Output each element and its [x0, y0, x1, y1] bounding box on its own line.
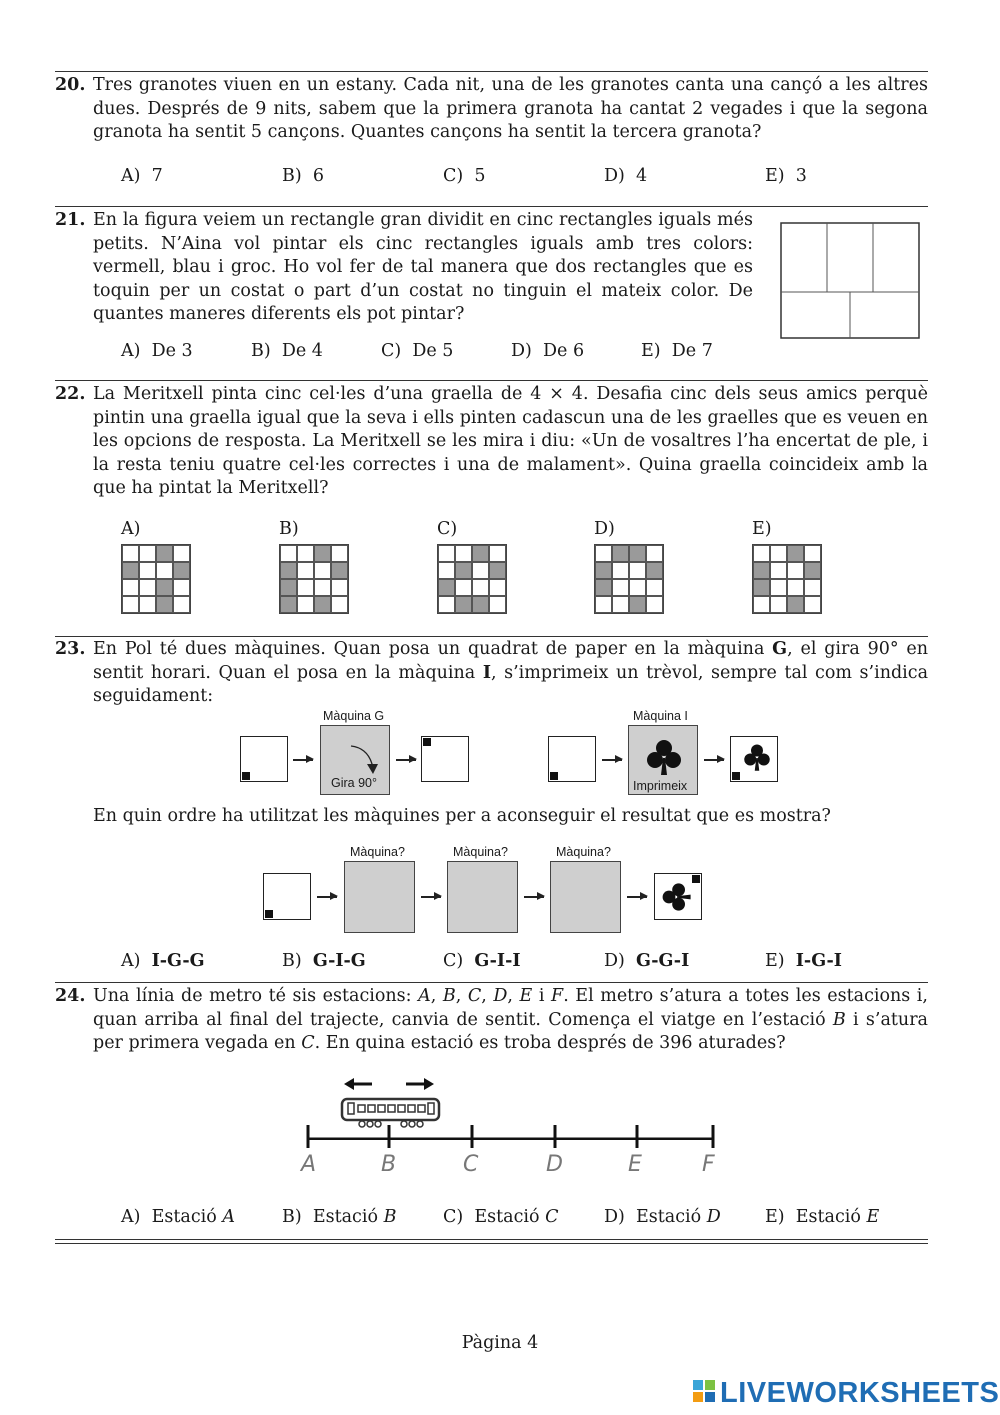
option-b[interactable]: B) G-I-G — [282, 951, 366, 971]
empty-cell — [438, 596, 455, 613]
machine-g-title: Màquina G — [323, 709, 385, 723]
empty-cell — [156, 562, 173, 579]
machine-g-label: Gira 90° — [331, 776, 377, 790]
empty-cell — [595, 545, 612, 562]
empty-cell — [770, 562, 787, 579]
corner-mark — [692, 875, 700, 883]
grid-option-d[interactable] — [594, 544, 664, 614]
empty-cell — [173, 579, 190, 596]
options-23 — [121, 950, 842, 972]
question-text: En la figura veiem un rectangle gran dividit en cinc rectangles iguals més petits. N’Aina vol pintar els cinc rectangles iguals amb tres colors: vermell, blau i groc. Ho vol fer de tal manera que dos rectangles que es toquin per un costat o part d’un costat no tinguin el mateix color. De quantes maneres diferents els pot pintar? — [93, 210, 753, 324]
arrow-icon — [602, 759, 622, 761]
grid-option-label: E) — [752, 519, 772, 539]
empty-cell — [612, 562, 629, 579]
option-d[interactable]: D) G-G-I — [604, 951, 690, 971]
empty-cell — [804, 545, 821, 562]
liveworksheets-logo — [692, 1377, 999, 1411]
filled-cell — [612, 545, 629, 562]
question-21 — [55, 209, 753, 327]
empty-cell — [122, 596, 139, 613]
rotated-clover-icon — [661, 881, 693, 913]
option-a[interactable]: A) 7 — [121, 166, 163, 186]
grid-option-a[interactable] — [121, 544, 191, 614]
filled-cell — [629, 596, 646, 613]
corner-mark — [242, 772, 250, 780]
station-label: E — [628, 1152, 642, 1177]
paper-square — [548, 736, 596, 782]
grid-option-label: B) — [279, 519, 299, 539]
station-label: D — [546, 1152, 563, 1177]
empty-cell — [139, 579, 156, 596]
filled-cell — [787, 545, 804, 562]
paper-square — [730, 736, 778, 782]
filled-cell — [595, 579, 612, 596]
filled-cell — [280, 562, 297, 579]
arrow-icon — [396, 759, 416, 761]
grid-option-label: C) — [437, 519, 458, 539]
divider — [55, 380, 928, 381]
arrow-icon — [293, 759, 313, 761]
option-d[interactable]: D) De 6 — [511, 341, 585, 361]
question-number: 22. — [55, 384, 86, 404]
empty-cell — [646, 579, 663, 596]
empty-cell — [297, 579, 314, 596]
filled-cell — [787, 596, 804, 613]
question-number: 21. — [55, 210, 86, 230]
empty-cell — [612, 579, 629, 596]
empty-cell — [314, 579, 331, 596]
empty-cell — [173, 545, 190, 562]
option-c[interactable]: C) Estació C — [443, 1207, 559, 1227]
machine-i — [628, 725, 698, 795]
question-20 — [55, 74, 928, 145]
empty-cell — [489, 596, 506, 613]
paper-square — [263, 873, 311, 920]
option-e[interactable]: E) De 7 — [641, 341, 713, 361]
grid-option-b[interactable] — [279, 544, 349, 614]
question-text: En quin ordre ha utilitzat les màquines per a aconseguir el resultat que es mostra? — [93, 806, 831, 826]
arrow-icon — [317, 896, 337, 898]
filled-cell — [122, 562, 139, 579]
result-square — [654, 873, 702, 920]
empty-cell — [314, 562, 331, 579]
machine-g — [320, 725, 390, 795]
question-text: En Pol té dues màquines. Quan posa un quadrat de paper en la màquina G, el gira 90° en sentit horari. Quan el posa en la màquina I, s’imprimeix un trèvol, sempre tal com s’indica seguidament: — [93, 639, 929, 706]
option-b[interactable]: B) 6 — [282, 166, 324, 186]
empty-cell — [297, 545, 314, 562]
arrow-icon — [524, 896, 544, 898]
filled-cell — [438, 579, 455, 596]
empty-cell — [438, 545, 455, 562]
empty-cell — [646, 545, 663, 562]
rectangles-figure — [780, 222, 920, 340]
option-a[interactable]: A) I-G-G — [121, 951, 205, 971]
filled-cell — [156, 579, 173, 596]
divider — [55, 206, 928, 207]
empty-cell — [331, 545, 348, 562]
arrow-icon — [627, 896, 647, 898]
station-label: A — [301, 1152, 317, 1177]
grid-option-label: A) — [121, 519, 141, 539]
question-number: 23. — [55, 639, 86, 659]
empty-cell — [770, 579, 787, 596]
empty-cell — [629, 579, 646, 596]
empty-cell — [139, 596, 156, 613]
empty-cell — [280, 545, 297, 562]
option-c[interactable]: C) 5 — [443, 166, 486, 186]
machine-i-title: Màquina I — [633, 709, 688, 723]
track-ticks — [300, 1120, 725, 1152]
question-23 — [55, 638, 928, 709]
option-b[interactable]: B) De 4 — [251, 341, 323, 361]
empty-cell — [753, 545, 770, 562]
filled-cell — [646, 562, 663, 579]
filled-cell — [753, 579, 770, 596]
logo-text: LIVEWORKSHEETS — [720, 1377, 1000, 1409]
options-20 — [121, 165, 807, 187]
filled-cell — [629, 545, 646, 562]
empty-cell — [122, 579, 139, 596]
empty-cell — [612, 596, 629, 613]
filled-cell — [489, 562, 506, 579]
empty-cell — [472, 562, 489, 579]
empty-cell — [489, 579, 506, 596]
empty-cell — [297, 596, 314, 613]
station-label: F — [702, 1152, 715, 1177]
unknown-machine-3[interactable] — [550, 861, 621, 933]
empty-cell — [804, 579, 821, 596]
options-21 — [121, 340, 713, 362]
divider — [55, 636, 928, 637]
grid-option-label: D) — [594, 519, 615, 539]
question-number: 20. — [55, 75, 86, 95]
filled-cell — [280, 596, 297, 613]
unknown-machine-title: Màquina? — [350, 845, 405, 859]
grid-option-c[interactable] — [437, 544, 507, 614]
filled-cell — [331, 562, 348, 579]
end-divider — [55, 1239, 928, 1244]
arrow-icon — [421, 896, 441, 898]
empty-cell — [139, 545, 156, 562]
logo-icon — [692, 1378, 716, 1411]
empty-cell — [770, 545, 787, 562]
page-number: Pàgina 4 — [461, 1333, 539, 1353]
empty-cell — [787, 562, 804, 579]
arrow-icon — [704, 759, 724, 761]
empty-cell — [455, 579, 472, 596]
corner-mark — [265, 910, 273, 918]
unknown-machine-1[interactable] — [344, 861, 415, 933]
question-24 — [55, 985, 928, 1056]
paper-square — [421, 736, 469, 782]
clover-icon — [644, 738, 684, 778]
empty-cell — [472, 579, 489, 596]
option-d[interactable]: D) Estació D — [604, 1207, 721, 1227]
divider — [55, 71, 928, 72]
empty-cell — [331, 596, 348, 613]
empty-cell — [297, 562, 314, 579]
corner-mark — [732, 772, 740, 780]
unknown-machine-2[interactable] — [447, 861, 518, 933]
empty-cell — [629, 562, 646, 579]
option-a[interactable]: A) De 3 — [121, 341, 193, 361]
filled-cell — [472, 596, 489, 613]
option-e[interactable]: E) Estació E — [765, 1207, 880, 1227]
option-c[interactable]: C) De 5 — [381, 341, 454, 361]
empty-cell — [804, 596, 821, 613]
empty-cell — [646, 596, 663, 613]
filled-cell — [753, 562, 770, 579]
machine-i-label: Imprimeix — [633, 779, 688, 793]
options-24 — [121, 1206, 879, 1228]
empty-cell — [770, 596, 787, 613]
filled-cell — [804, 562, 821, 579]
left-arrow-icon — [344, 1078, 372, 1090]
grid-option-e[interactable] — [752, 544, 822, 614]
filled-cell — [314, 596, 331, 613]
unknown-machine-title: Màquina? — [453, 845, 508, 859]
option-c[interactable]: C) G-I-I — [443, 951, 521, 971]
paper-square — [240, 736, 288, 782]
question-text: Una línia de metro té sis estacions: A, B, C, D, E i F. El metro s’atura a totes les estacions i, quan arriba al final del trajecte, canvia de sentit. Comença el viatge en l’estació B i s’atura per primera vegada en C. En quina estació es troba després de 396 aturades? — [93, 986, 928, 1053]
option-e[interactable]: E) I-G-I — [765, 951, 842, 971]
option-d[interactable]: D) 4 — [604, 166, 648, 186]
filled-cell — [156, 545, 173, 562]
empty-cell — [753, 596, 770, 613]
station-label: B — [381, 1152, 397, 1177]
empty-cell — [595, 596, 612, 613]
divider — [55, 982, 928, 983]
question-number: 24. — [55, 986, 86, 1006]
option-a[interactable]: A) Estació A — [121, 1207, 235, 1227]
filled-cell — [595, 562, 612, 579]
filled-cell — [280, 579, 297, 596]
empty-cell — [122, 545, 139, 562]
empty-cell — [139, 562, 156, 579]
question-22 — [55, 383, 928, 501]
filled-cell — [173, 562, 190, 579]
unknown-machine-title: Màquina? — [556, 845, 611, 859]
empty-cell — [438, 562, 455, 579]
empty-cell — [455, 545, 472, 562]
question-text: Tres granotes viuen en un estany. Cada nit, una de les granotes canta una cançó a les altres dues. Després de 9 nits, sabem que la primera granota ha cantat 2 vegades i que la segona granota ha sentit 5 cançons. Quantes cançons ha sentit la tercera granota? — [93, 75, 928, 142]
filled-cell — [455, 596, 472, 613]
empty-cell — [173, 596, 190, 613]
question-text: La Meritxell pinta cinc cel·les d’una graella de 4 × 4. Desafia cinc dels seus amics perquè pintin una graella igual que la seva i ells pinten cadascun una de les graelles que es veuen en les opcions de resposta. La Meritxell se les mira i diu: «Un de vosaltres l’ha encertat de ple, i la resta teniu quatre cel·les correctes i una de malament». Quina graella coincideix amb la que ha pintat la Meritxell? — [93, 384, 928, 498]
option-b[interactable]: B) Estació B — [282, 1207, 397, 1227]
clover-icon — [742, 743, 772, 773]
empty-cell — [489, 545, 506, 562]
question-23-part-2 — [55, 805, 928, 829]
right-arrow-icon — [406, 1078, 434, 1090]
filled-cell — [156, 596, 173, 613]
corner-mark — [550, 772, 558, 780]
station-label: C — [463, 1152, 479, 1177]
filled-cell — [472, 545, 489, 562]
filled-cell — [314, 545, 331, 562]
filled-cell — [455, 562, 472, 579]
empty-cell — [331, 579, 348, 596]
corner-mark — [423, 738, 431, 746]
empty-cell — [787, 579, 804, 596]
option-e[interactable]: E) 3 — [765, 166, 807, 186]
